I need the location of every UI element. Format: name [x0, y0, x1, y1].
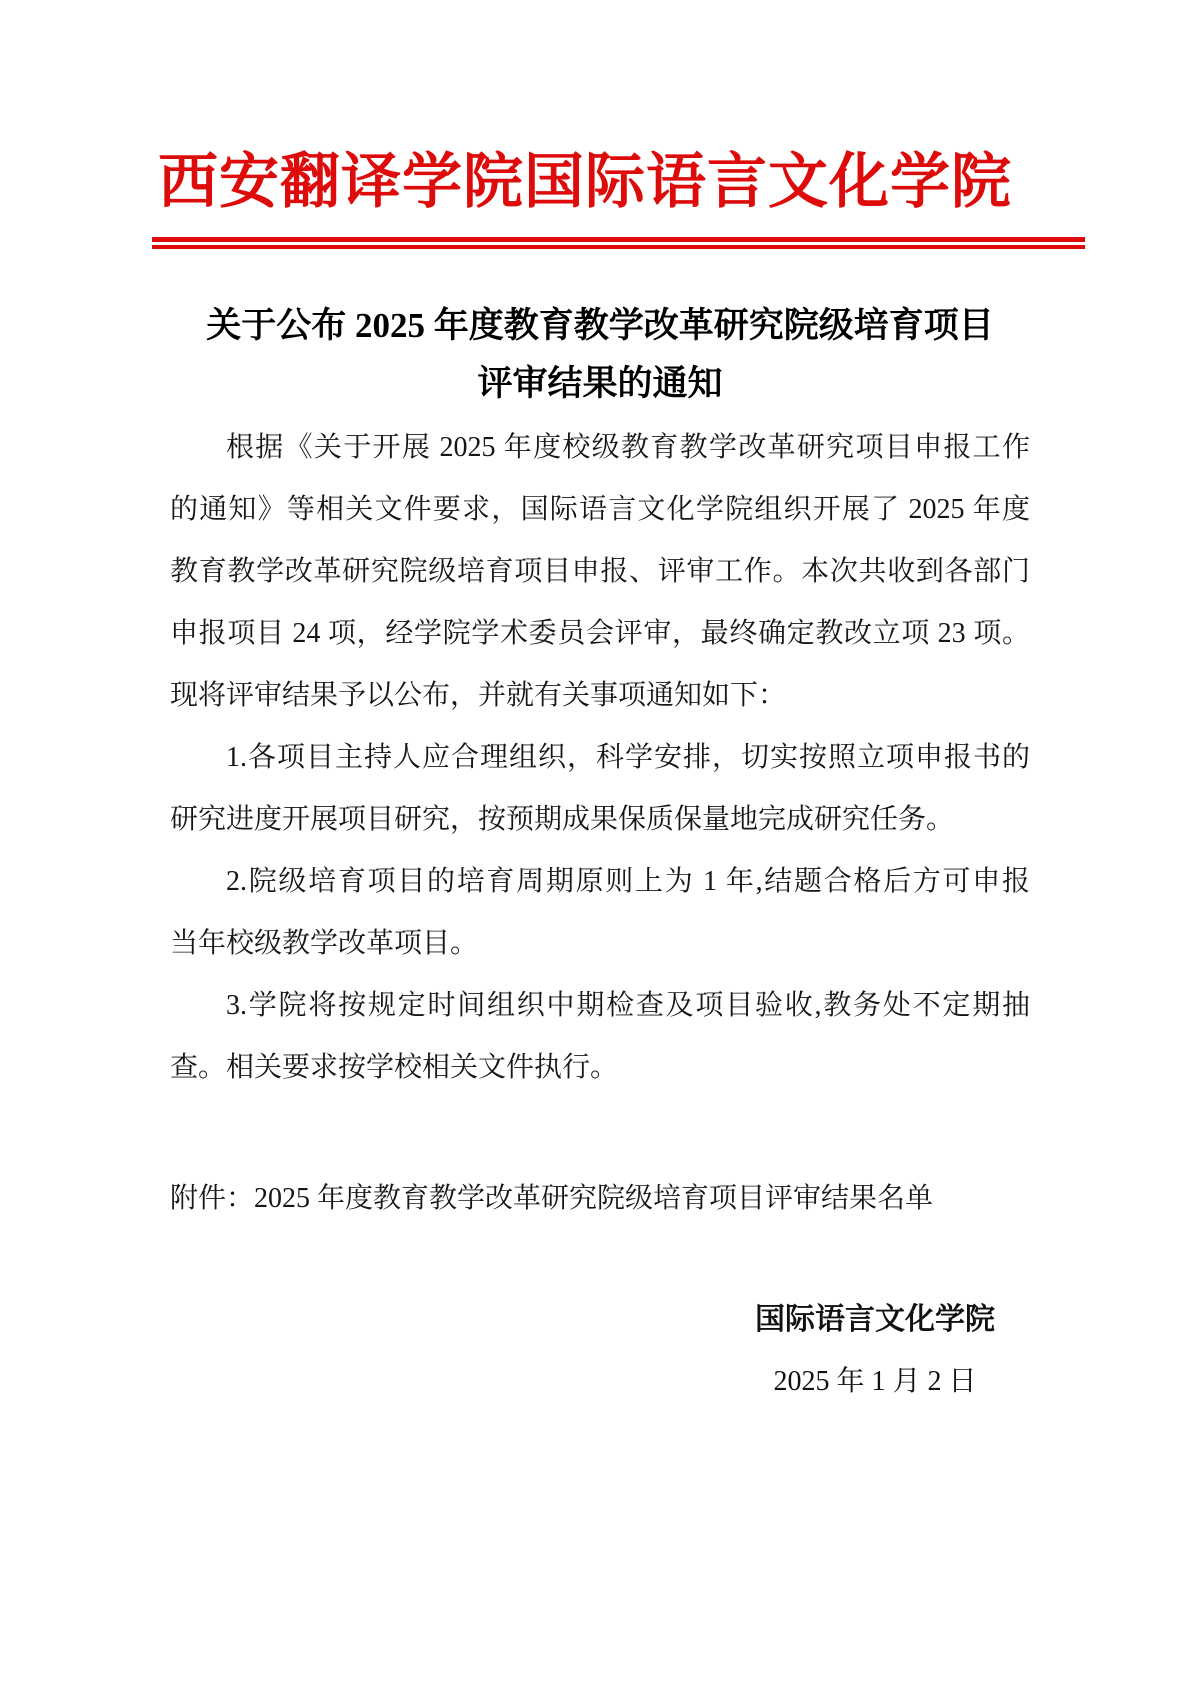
body-line: 的通知》等相关文件要求，国际语言文化学院组织开展了 2025 年度 [170, 494, 1030, 525]
body-line: 根据《关于开展 2025 年度校级教育教学改革研究项目申报工作 [226, 432, 1030, 463]
notice-body [170, 417, 1030, 1099]
body-line: 查。相关要求按学校相关文件执行。 [170, 1052, 619, 1083]
body-line: 教育教学改革研究院级培育项目申报、评审工作。本次共收到各部门 [170, 556, 1030, 587]
signature-block [675, 1289, 1075, 1413]
body-line: 3.学院将按规定时间组织中期检查及项目验收,教务处不定期抽 [226, 990, 1030, 1021]
body-line: 2.院级培育项目的培育周期原则上为 1 年,结题合格后方可申报 [226, 866, 1030, 897]
rule-thin-bar [152, 245, 1085, 249]
body-line: 1.各项目主持人应合理组织，科学安排，切实按照立项申报书的 [226, 742, 1030, 773]
body-line: 现将评审结果予以公布，并就有关事项通知如下： [170, 680, 787, 711]
signature-org: 国际语言文化学院 [755, 1303, 995, 1336]
notice-title-line-2: 评审结果的通知 [477, 364, 723, 403]
letterhead-title: 西安翻译学院国际语言文化学院 [158, 149, 1012, 215]
body-line: 当年校级教学改革项目。 [170, 928, 479, 959]
attachment-line: 附件：2025 年度教育教学改革研究院级培育项目评审结果名单 [170, 1183, 934, 1214]
letterhead-double-rule [152, 237, 1085, 249]
notice-title-line-1: 关于公布 2025 年度教育教学改革研究院级培育项目 [206, 306, 994, 345]
body-line: 研究进度开展项目研究，按预期成果保质保量地完成研究任务。 [170, 804, 955, 835]
signature-date: 2025 年 1 月 2 日 [773, 1366, 977, 1397]
notice-title [100, 297, 1100, 413]
body-line: 申报项目 24 项，经学院学术委员会评审，最终确定教改立项 23 项。 [170, 618, 1030, 649]
